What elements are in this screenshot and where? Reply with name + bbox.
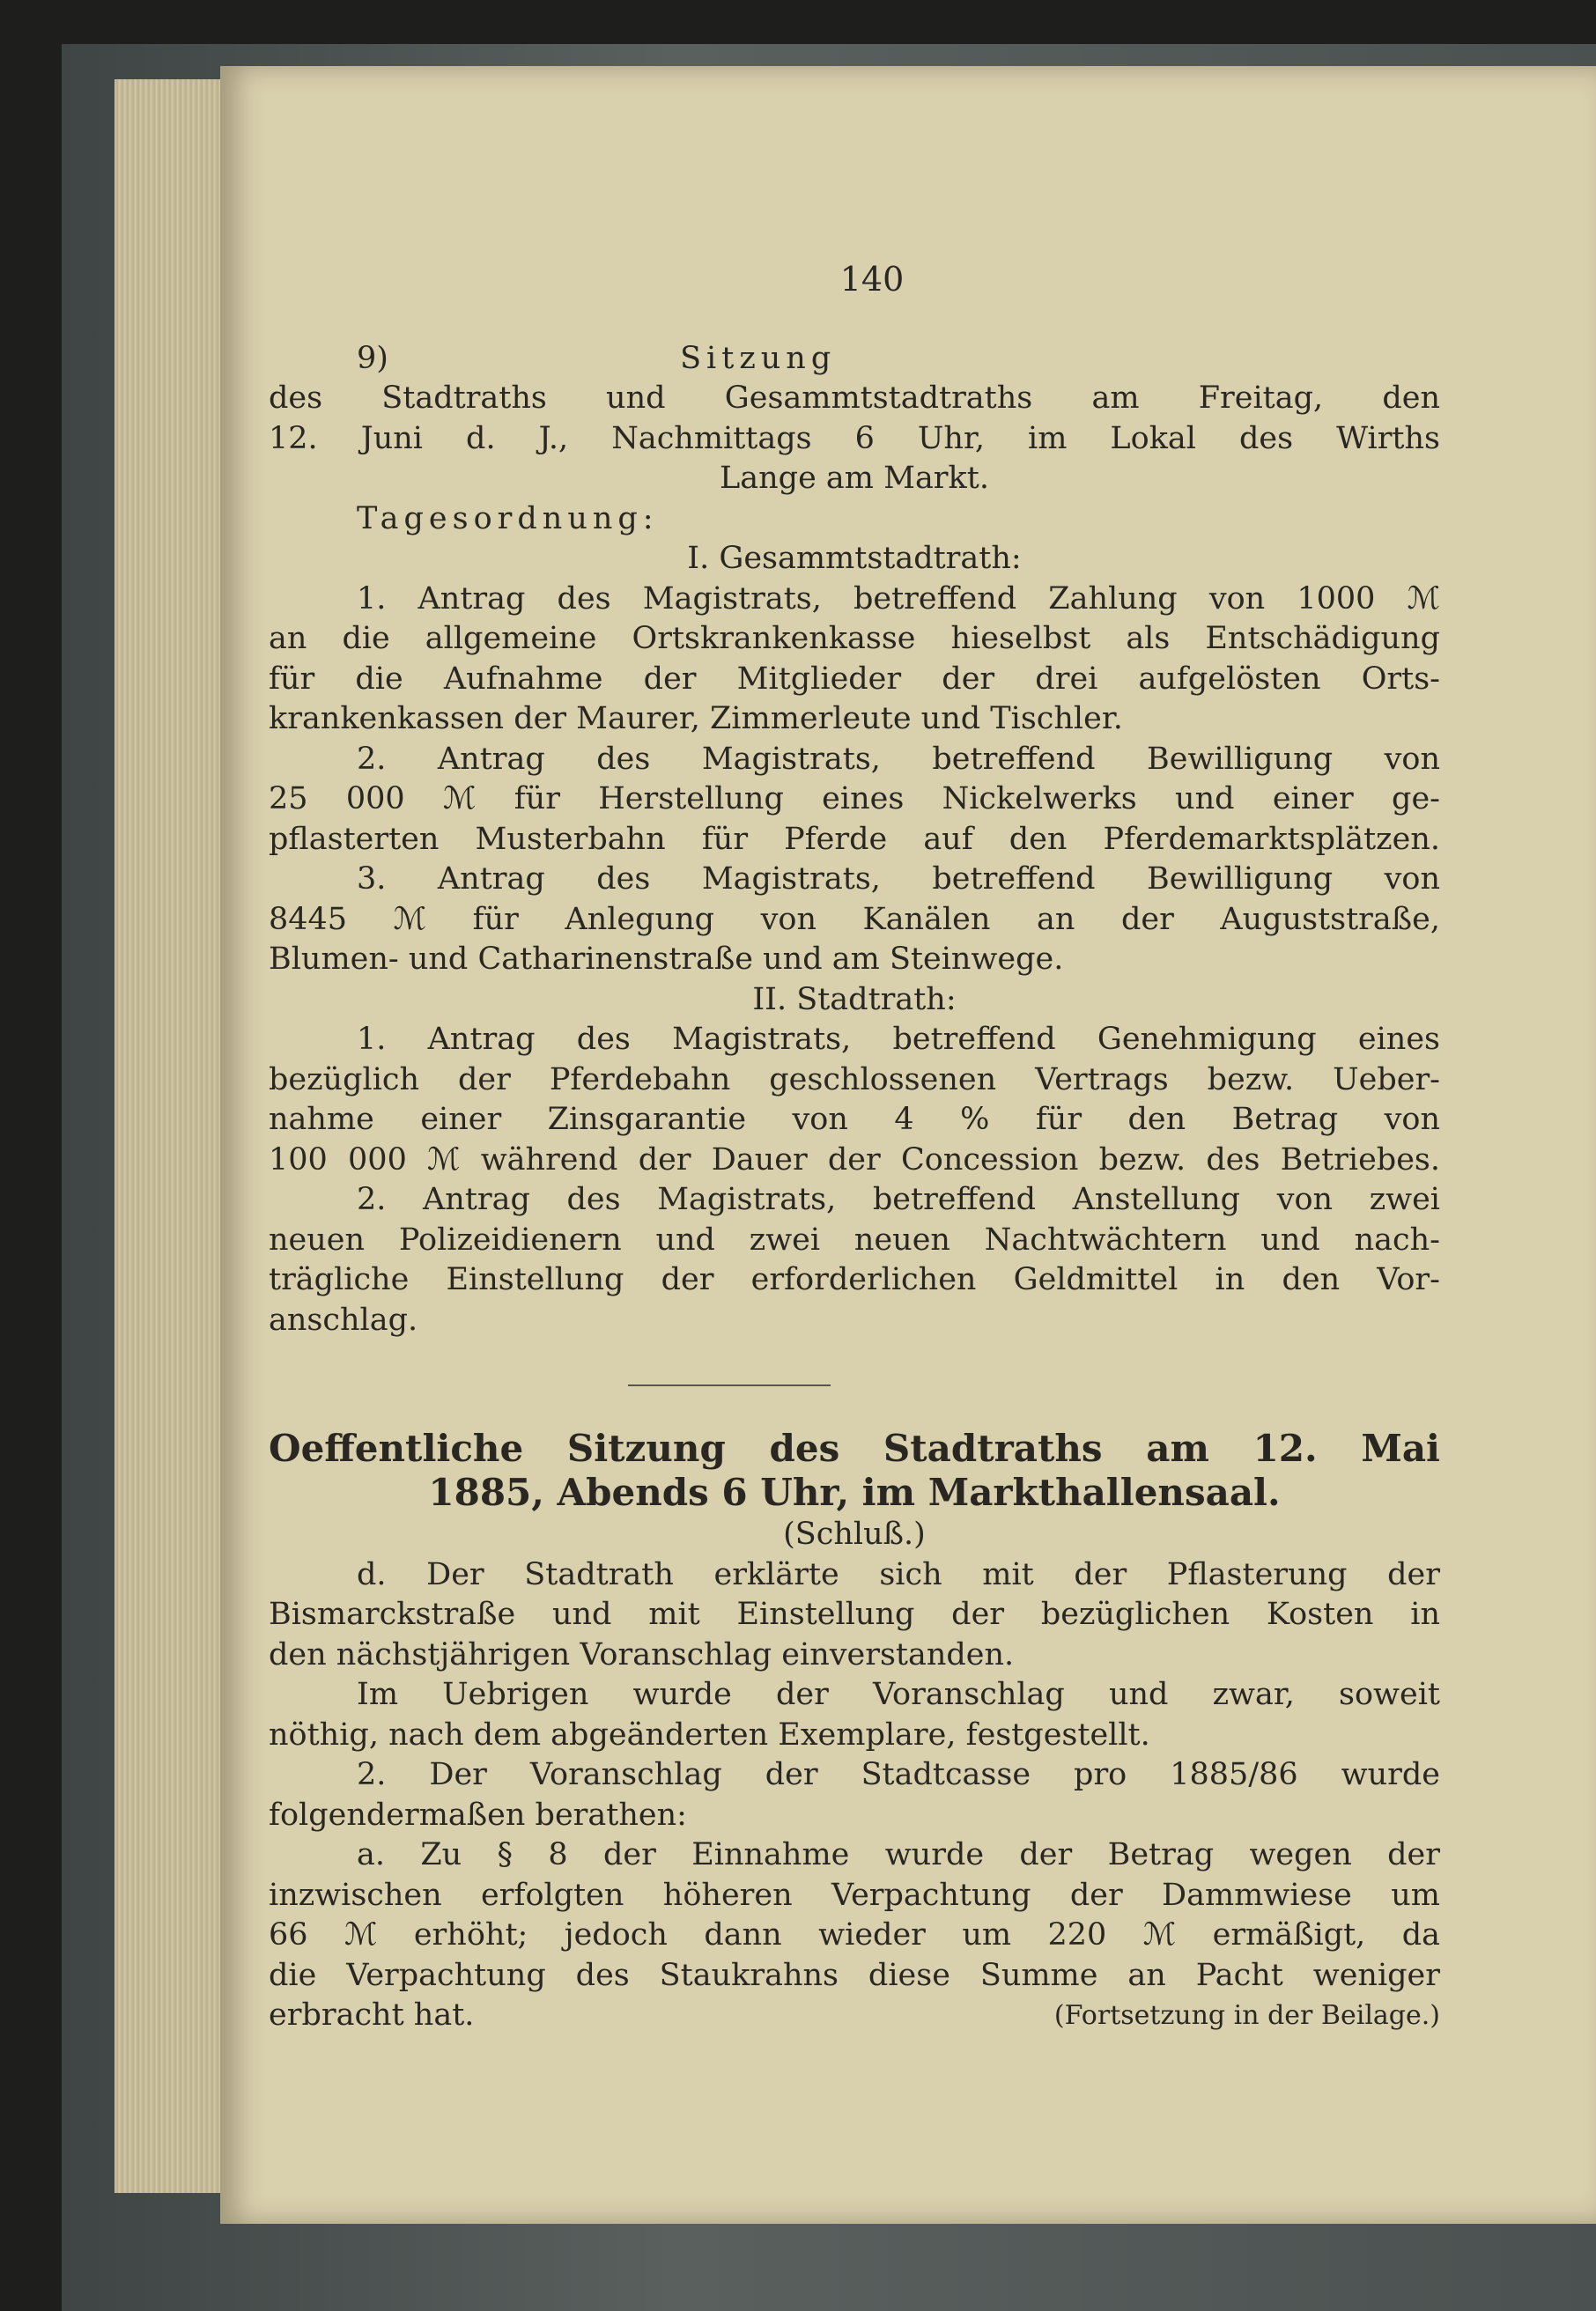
session-number: 9) — [357, 340, 388, 376]
public-session-heading: 1885, Abends 6 Uhr, im Markthallensaal. — [428, 1471, 1281, 1514]
agenda-line: pflasterten Musterbahn für Pferde auf den Pferdemarktsplätzen. — [269, 821, 1440, 857]
session-title-line — [269, 339, 1440, 380]
agenda-line: 2. Antrag des Magistrats, betreffend Anstellung von zwei — [357, 1182, 1440, 1217]
minutes-line: erbracht hat. — [269, 1997, 475, 2033]
public-session-note: (Schluß.) — [783, 1517, 926, 1552]
public-session-heading: Oeffentliche Sitzung des Stadtraths am 12. Mai — [269, 1427, 1440, 1470]
continuation-note: (Fortsetzung in der Beilage.) — [1053, 2000, 1440, 2031]
agenda-line: an die allgemeine Ortskrankenkasse hieselbst als Entschädigung — [269, 621, 1440, 656]
minutes-line: d. Der Stadtrath erklärte sich mit der Pflasterung der — [357, 1556, 1440, 1592]
agenda-line: 2. Antrag des Magistrats, betreffend Bewilligung von — [357, 741, 1440, 777]
agenda-line: anschlag. — [269, 1302, 418, 1338]
agenda-line: nahme einer Zinsgarantie von 4 % für den Betrag von — [269, 1102, 1440, 1137]
minutes-line: den nächstjährigen Voranschlag einverstanden. — [269, 1636, 1015, 1672]
agenda-line: 1. Antrag des Magistrats, betreffend Genehmigung eines — [357, 1022, 1440, 1057]
agenda-line: Blumen- und Catharinenstraße und am Steinwege. — [269, 941, 1064, 977]
session-title-word: Sitzung — [680, 340, 837, 376]
agenda-line: 1. Antrag des Magistrats, betreffend Zahlung von 1000 ℳ — [357, 580, 1440, 617]
minutes-line: Im Uebrigen wurde der Voranschlag und zwar, soweit — [357, 1677, 1440, 1712]
page-content — [269, 260, 1440, 2036]
minutes-line: a. Zu § 8 der Einnahme wurde der Betrag wegen der — [357, 1837, 1440, 1872]
agenda-line: 3. Antrag des Magistrats, betreffend Bewilligung von — [357, 861, 1440, 897]
minutes-line: Bismarckstraße und mit Einstellung der bezüglichen Kosten in — [269, 1597, 1440, 1632]
agenda-label: Tagesordnung: — [357, 500, 659, 536]
minutes-line: nöthig, nach dem abgeänderten Exemplare, festgestellt. — [269, 1717, 1150, 1753]
minutes-line: folgendermaßen berathen: — [269, 1797, 687, 1833]
minutes-line: die Verpachtung des Staukrahns diese Summe an Pacht weniger — [269, 1957, 1440, 1993]
minutes-line: inzwischen erfolgten höheren Verpachtung der Dammwiese um — [269, 1877, 1440, 1913]
agenda-line: 25 000 ℳ für Herstellung eines Nickelwerks und einer ge- — [269, 781, 1440, 816]
page-number: 140 — [839, 260, 905, 299]
agenda-line: krankenkassen der Maurer, Zimmerleute und Tischler. — [269, 701, 1123, 736]
session-line: 12. Juni d. J., Nachmittags 6 Uhr, im Lokal des Wirths — [269, 420, 1440, 456]
minutes-line: 2. Der Voranschlag der Stadtcasse pro 1885/86 wurde — [357, 1757, 1440, 1792]
agenda-line: trägliche Einstellung der erforderlichen Geldmittel in den Vor- — [269, 1262, 1440, 1297]
part1-heading: I. Gesammtstadtrath: — [687, 541, 1022, 576]
agenda-line: bezüglich der Pferdebahn geschlossenen Vertrags bezw. Ueber- — [269, 1061, 1440, 1097]
part2-heading: II. Stadtrath: — [752, 981, 957, 1017]
agenda-line: für die Aufnahme der Mitglieder der drei aufgelösten Orts- — [269, 661, 1440, 697]
minutes-last-line — [269, 1996, 1440, 2036]
minutes-line: 66 ℳ erhöht; jedoch dann wieder um 220 ℳ ermäßigt, da — [269, 1917, 1440, 1953]
agenda-line: 8445 ℳ für Anlegung von Kanälen an der Auguststraße, — [269, 901, 1440, 937]
agenda-line: neuen Polizeidienern und zwei neuen Nachtwächtern und nach- — [269, 1222, 1440, 1258]
section-divider — [628, 1384, 831, 1386]
session-line: des Stadtraths und Gesammtstadtraths am Freitag, den — [269, 380, 1440, 416]
agenda-line: 100 000 ℳ während der Dauer der Concession bezw. des Betriebes. — [269, 1141, 1440, 1178]
session-line: Lange am Markt. — [720, 461, 989, 496]
